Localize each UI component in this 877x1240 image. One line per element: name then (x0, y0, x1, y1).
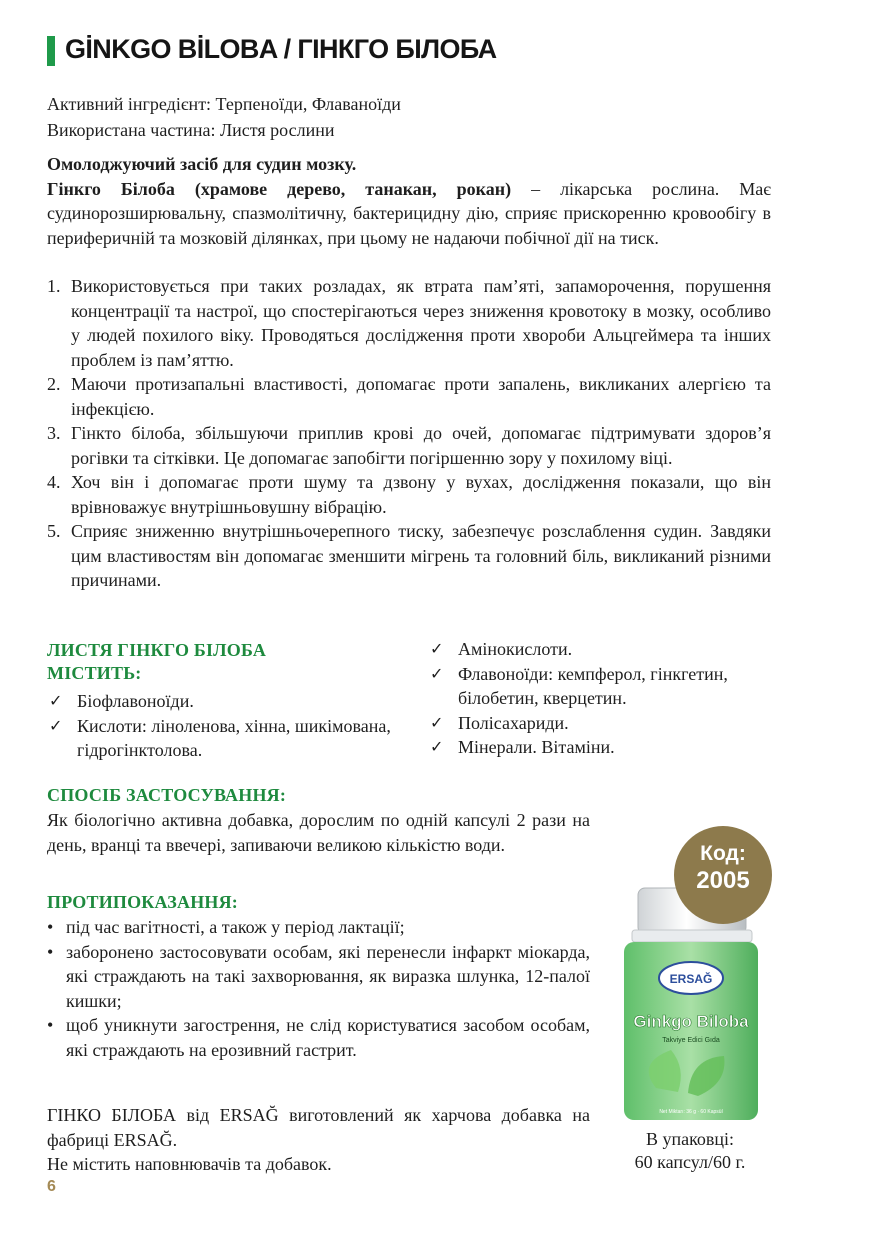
item-number: 4. (47, 472, 61, 492)
item-text: Гінкто білоба, збільшуючи приплив крові до очей, допомагає підтримувати здоров’я рогівки та сітківки. Це допомагає запобігти погіршенню зору у похилому віці. (71, 423, 771, 468)
list-item (47, 274, 771, 372)
list-item (47, 519, 771, 593)
bullet-icon: • (47, 941, 54, 962)
item-number: 3. (47, 423, 61, 443)
item-number: 5. (47, 521, 61, 541)
item-text: Біофлавоноїди. (77, 691, 194, 711)
check-icon: ✓ (430, 663, 444, 683)
list-item (47, 372, 771, 421)
list-item (428, 711, 788, 736)
item-text: Сприяє зниженню внутрішньочерепного тиску, забезпечує розслаблення судин. Завдяки цим властивостям він допомагає зменшити мігрень та головний біль, викликаний різними причинами. (71, 521, 771, 590)
list-item (428, 662, 788, 711)
list-item (47, 1013, 590, 1062)
check-icon: ✓ (430, 639, 444, 658)
item-text: Використовується при таких розладах, як втрата пам’яті, запаморочення, порушення концентрації та настрої, що спостерігаються через зниження кровотоку в мозку, особливо у людей похилого віку. Проводяться дослідження проти хвороби Альцгеймера та інших проблем із пам’яттю. (71, 276, 771, 370)
intro-text: – лікарська рослина. Має судинорозширювальну, спазмолітичну, бактерицидну дію, сприяє прискоренню кровообігу в периферичній та мозковій ділянках, при цьому не надаючи побічної дії на тиск. (47, 178, 771, 248)
check-icon: ✓ (49, 691, 63, 710)
manufacturer-line: ГІНКО БІЛОБА від ERSAĞ виготовлений як харчова добавка на фабриці ERSAĞ. (47, 1105, 590, 1150)
used-part: Використана частина: Листя рослини (47, 120, 335, 140)
list-item (428, 637, 788, 662)
item-text: Флавоноїди: кемпферол, гінкгетин, білобетин, кверцетин. (458, 663, 728, 708)
package-line-2: 60 капсул/60 г. (634, 1152, 746, 1172)
package-line-1: В упаковці: (645, 1129, 735, 1149)
item-text: Амінокислоти. (458, 639, 573, 659)
item-text: Кислоти: ліноленова, хінна, шикімована, гідрогінктолова. (77, 715, 391, 760)
manufacturer-note (47, 1103, 590, 1177)
item-text: Хоч він і допомагає проти шуму та дзвону у вухах, дослідження показали, що він врівноважує внутрішньовушну вібрацію. (71, 472, 771, 517)
item-text: Мінерали. Вітаміни. (458, 737, 615, 757)
bullet-icon: • (47, 917, 54, 937)
code-value: 2005 (696, 867, 750, 894)
page-title: GİNKGO BİLOBA / ГІНКГО БІЛОБА (65, 34, 497, 64)
contains-heading-line-2: МІСТИТЬ: (47, 663, 142, 683)
code-label: Код: (700, 842, 746, 865)
benefits-list (47, 274, 771, 593)
list-item (47, 714, 397, 763)
check-icon: ✓ (430, 737, 444, 756)
item-text: Полісахариди. (458, 712, 569, 733)
usage-text: Як біологічно активна добавка, дорослим по одній капсулі 2 рази на день, вранці та ввечері, запиваючи великою кількістю води. (47, 810, 590, 855)
product-net-weight: Net Miktarı: 36 g · 60 Kapsül (659, 1109, 723, 1115)
contains-heading (47, 639, 377, 685)
intro-bold-term: Гінкго Білоба (храмове дерево, танакан, рокан) (47, 178, 512, 199)
contains-list-left (47, 689, 397, 763)
list-item (47, 940, 590, 1014)
list-item (47, 470, 771, 519)
item-text: щоб уникнути загострення, не слід користуватися засобом особам, які страждають на ерозивний гастрит. (66, 1015, 590, 1060)
item-text: під час вагітності, а також у період лактації; (66, 917, 405, 937)
product-code-badge (674, 826, 772, 924)
list-item (428, 735, 788, 760)
item-number: 2. (47, 374, 61, 394)
package-info (600, 1128, 780, 1174)
bullet-icon: • (47, 1015, 54, 1035)
item-text: Маючи протизапальні властивості, допомагає проти запалень, викликаних алергією та інфекцією. (71, 374, 771, 419)
contains-heading-line-1: ЛИСТЯ ГІНКГО БІЛОБА (47, 640, 267, 660)
contraindications-heading: ПРОТИПОКАЗАННЯ: (47, 892, 238, 912)
check-icon: ✓ (49, 715, 63, 735)
page-number: 6 (47, 1178, 56, 1195)
product-subtitle: Takviye Edici Gıda (662, 1037, 720, 1044)
list-item (47, 689, 397, 714)
item-number: 1. (47, 276, 61, 296)
contains-list-right (428, 637, 788, 760)
check-icon: ✓ (430, 712, 444, 732)
contraindications-list (47, 915, 590, 1062)
product-name: Ginkgo Biloba (633, 1012, 749, 1031)
item-text: заборонено застосовувати особам, які перенесли інфаркт міокарда, які страждають на такі захворювання, як виразка шлунка, 12-палої кишки; (66, 941, 590, 1011)
product-brand: ERSAĞ (669, 972, 713, 986)
usage-heading: СПОСІБ ЗАСТОСУВАННЯ: (47, 785, 287, 805)
list-item (47, 421, 771, 470)
intro-paragraph (47, 152, 771, 250)
title-accent-bar (47, 36, 55, 66)
active-ingredient: Активний інгредієнт: Терпеноїди, Флаваноїди (47, 94, 401, 114)
no-fillers-line: Не містить наповнювачів та добавок. (47, 1154, 332, 1174)
list-item (47, 915, 590, 940)
intro-lead: Омолоджуючий засіб для судин мозку. (47, 154, 357, 174)
